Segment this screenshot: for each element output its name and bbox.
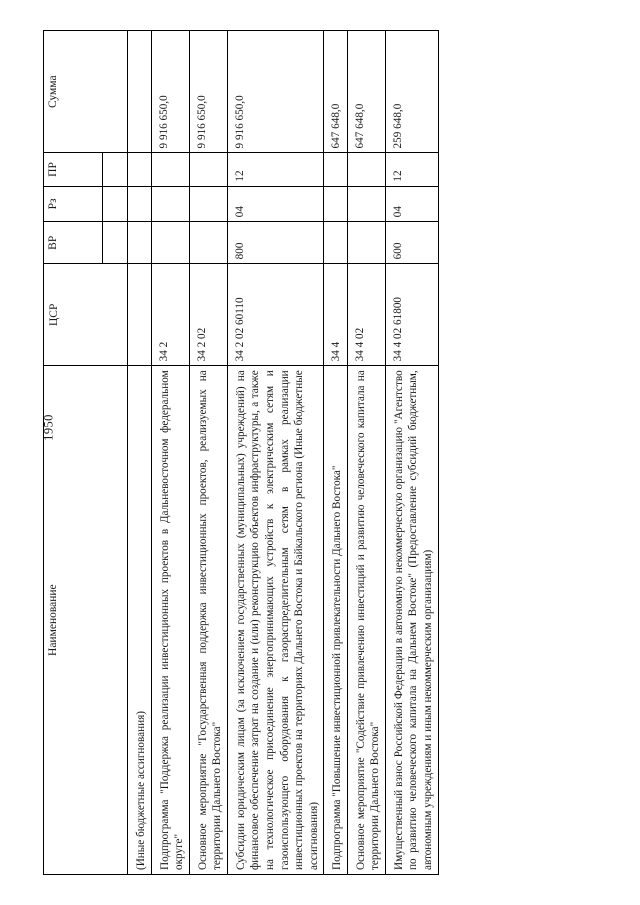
row-name: (Иные бюджетные ассигнования) (128, 366, 152, 875)
row-vr: 800 (227, 222, 323, 264)
row-vr (324, 222, 348, 264)
page-number: 1950 (41, 414, 56, 441)
row-rz: 04 (385, 186, 438, 222)
column-header-pr: ПР (44, 153, 103, 186)
table-row (189, 31, 227, 875)
row-name: Подпрограмма "Повышение инвестиционной привлекательности Дальнего Востока" (324, 366, 348, 875)
column-header-vr-spacer (103, 222, 128, 264)
row-pr (189, 153, 227, 186)
row-pr (128, 153, 152, 186)
row-sum: 647 648,0 (324, 31, 348, 153)
row-csr: 34 4 02 (347, 264, 385, 366)
row-vr (347, 222, 385, 264)
row-sum (128, 31, 152, 153)
row-csr: 34 2 02 (189, 264, 227, 366)
row-pr: 12 (227, 153, 323, 186)
table-row (227, 31, 323, 875)
row-name: Имущественный взнос Российской Федерации в автономную некоммерческую организацию "Агентство по развитию человеческого капитала на Дальнем Востоке" (Предоставление субсидий бюджетным, автономным учреждениям и иным некоммерческим организациям) (385, 366, 438, 875)
column-header-rz-spacer (103, 186, 128, 222)
table-header (41, 31, 128, 875)
row-rz (324, 186, 348, 222)
row-rz (347, 186, 385, 222)
row-name: Субсидии юридическим лицам (за исключением государственных (муниципальных) учреждений) на финансовое обеспечение затрат на создание и (или) реконструкцию объектов инфраструктуры, а также на технологическое присоединение энергопринимающих устройств к электрическим сетям и газоиспользующего оборудования к газораспределительным сетям в рамках реализации инвестиционных проектов на территориях Дальнего Востока и Байкальского региона (Иные бюджетные ассигнования) (227, 366, 323, 875)
row-rz (189, 186, 227, 222)
table-body (128, 31, 439, 875)
row-csr (128, 264, 152, 366)
column-header-rz: Рз (44, 186, 103, 222)
table-row (128, 31, 152, 875)
column-header-csr: ЦСР (44, 264, 128, 366)
row-csr: 34 4 (324, 264, 348, 366)
row-vr: 600 (385, 222, 438, 264)
rotated-table-wrapper (43, 30, 598, 875)
row-sum: 9 916 650,0 (227, 31, 323, 153)
row-name: Подпрограмма "Поддержка реализации инвестиционных проектов в Дальневосточном федеральном округе" (151, 366, 189, 875)
table-row (151, 31, 189, 875)
budget-table (43, 30, 439, 875)
column-header-pr-spacer (103, 153, 128, 186)
row-name: Основное мероприятие "Содействие привлечению инвестиций и развитию человеческого капитала на территории Дальнего Востока" (347, 366, 385, 875)
row-pr: 12 (385, 153, 438, 186)
row-sum: 259 648,0 (385, 31, 438, 153)
row-vr (128, 222, 152, 264)
row-sum: 647 648,0 (347, 31, 385, 153)
row-pr (347, 153, 385, 186)
column-header-name: Наименование (44, 366, 128, 875)
table-row (347, 31, 385, 875)
row-csr: 34 4 02 61800 (385, 264, 438, 366)
row-rz (151, 186, 189, 222)
table-row (385, 31, 438, 875)
column-header-sum: Сумма (44, 31, 128, 153)
row-sum: 9 916 650,0 (151, 31, 189, 153)
row-pr (324, 153, 348, 186)
row-rz (128, 186, 152, 222)
row-rz: 04 (227, 186, 323, 222)
row-csr: 34 2 (151, 264, 189, 366)
row-sum: 9 916 650,0 (189, 31, 227, 153)
row-vr (151, 222, 189, 264)
row-pr (151, 153, 189, 186)
row-name: Основное мероприятие "Государственная поддержка инвестиционных проектов, реализуемых на территории Дальнего Востока" (189, 366, 227, 875)
column-header-vr: ВР (44, 222, 103, 264)
row-csr: 34 2 02 60110 (227, 264, 323, 366)
table-row (324, 31, 348, 875)
row-vr (189, 222, 227, 264)
